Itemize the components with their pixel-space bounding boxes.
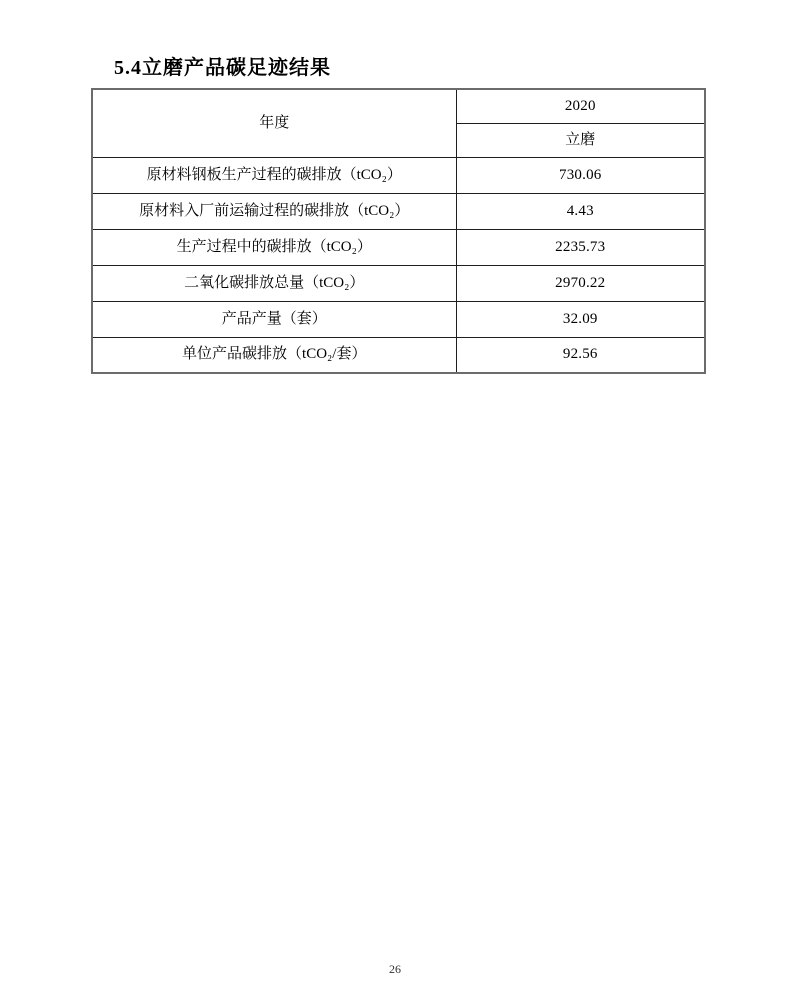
- section-title: 5.4立磨产品碳足迹结果: [114, 57, 331, 79]
- table-row: [92, 229, 705, 265]
- row-value-production-process: 2235.73: [456, 229, 705, 265]
- table-row: [92, 193, 705, 229]
- header-cell-product: 立磨: [456, 123, 705, 157]
- table-row: [92, 265, 705, 301]
- row-label-product-output: 产品产量（套）: [92, 301, 456, 337]
- row-value-total-co2: 2970.22: [456, 265, 705, 301]
- table-header-row-year: [92, 89, 705, 123]
- table-row: [92, 157, 705, 193]
- row-value-product-output: 32.09: [456, 301, 705, 337]
- header-cell-year-label: 年度: [92, 89, 456, 157]
- header-cell-year-value: 2020: [456, 89, 705, 123]
- row-label-total-co2: 二氧化碳排放总量（tCO₂）: [92, 265, 456, 301]
- row-label-inbound-transport: 原材料入厂前运输过程的碳排放（tCO₂）: [92, 193, 456, 229]
- row-label-raw-material-production: 原材料钢板生产过程的碳排放（tCO₂）: [92, 157, 456, 193]
- row-value-raw-material-production: 730.06: [456, 157, 705, 193]
- table-row: [92, 337, 705, 373]
- row-value-unit-product-emission: 92.56: [456, 337, 705, 373]
- row-label-production-process: 生产过程中的碳排放（tCO₂）: [92, 229, 456, 265]
- row-value-inbound-transport: 4.43: [456, 193, 705, 229]
- page-number: 26: [389, 962, 401, 976]
- table-row: [92, 301, 705, 337]
- row-label-unit-product-emission: 单位产品碳排放（tCO₂/套）: [92, 337, 456, 373]
- carbon-footprint-table: [91, 88, 706, 374]
